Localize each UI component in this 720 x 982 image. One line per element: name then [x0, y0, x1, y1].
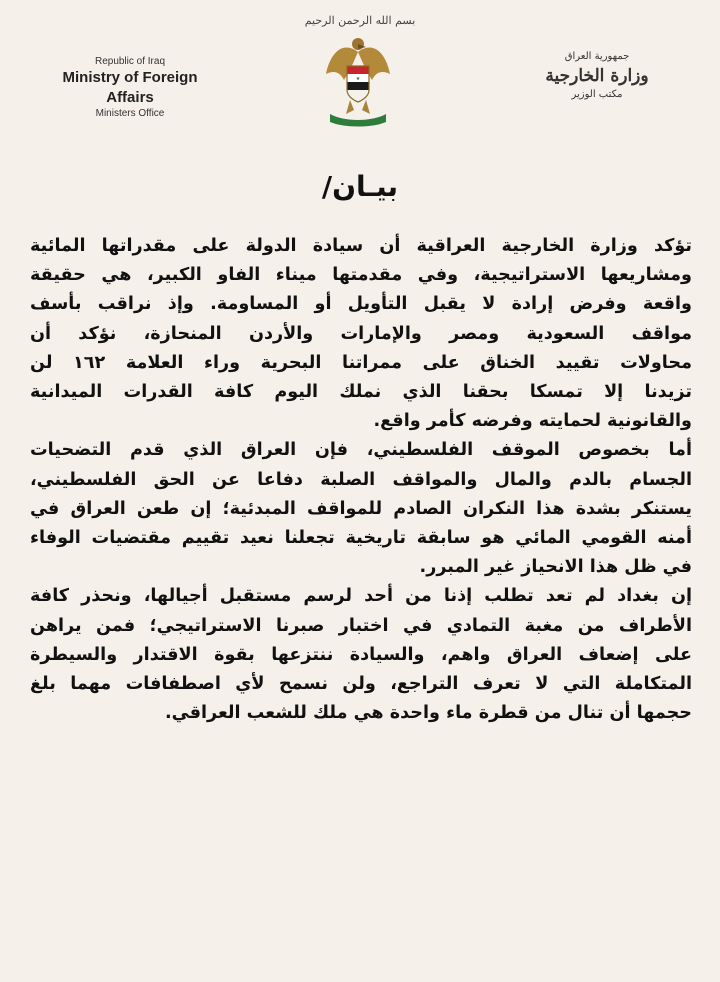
- body-line: على إضعاف العراق واهم، والسيادة ننتزعها بقوة الاقتدار والسيطرة: [30, 644, 692, 665]
- body-line: واقعة وفرض إرادة لا يقبل التأويل أو المساومة. وإذ نراقب بأسف: [30, 294, 692, 315]
- body-line: مواقف السعودية ومصر والإمارات والأردن المنحازة، نؤكد أن: [30, 323, 692, 344]
- body-line: أمنه القومي المائي هو سابقة تاريخية تجعلنا نعيد تقييم مقتضيات الوفاء: [30, 528, 692, 549]
- english-letterhead: [40, 56, 220, 120]
- arabic-letterhead: [512, 50, 682, 102]
- body-line: يستنكر بشدة هذا النكران الصادم للمواقف المبدئية؛ إن طعن العراق في: [30, 498, 692, 519]
- english-office: Ministers Office: [95, 108, 165, 119]
- arabic-country: جمهورية العراق: [564, 51, 630, 62]
- body-line: والقانونية لحمايته وفرضه كأمر واقع.: [373, 411, 692, 432]
- body-line: محاولات تقييد الخناق على ممراتنا البحرية وراء العلامة ١٦٢ لن: [30, 352, 692, 373]
- body-line: ومشاريعها الاستراتيجية، وفي مقدمتها ميناء الفاو الكبير، هي حقيقة: [30, 265, 692, 286]
- arabic-ministry: وزارة الخارجية: [545, 66, 649, 86]
- body-line: أما بخصوص الموقف الفلسطيني، فإن العراق الذي قدم التضحيات: [30, 440, 692, 461]
- english-country: Republic of Iraq: [94, 56, 166, 67]
- body-line: الأطراف من مغبة التمادي في اختبار صبرنا الاستراتيجي؛ فمن يراهن: [30, 615, 692, 636]
- body-line: حجمها أن تنال من قطرة ماء واحدة هي ملك للشعب العراقي.: [165, 703, 692, 724]
- statement-title: بيـان/: [321, 170, 399, 203]
- body-line: في ظل هذا الانحياز غير المبرر.: [419, 557, 692, 578]
- body-line: المتكاملة التي لا تعرف التراجع، ولن نسمح لأي اصطفافات مهما بلغ: [30, 674, 692, 695]
- body-line: إن بغداد لم تعد تطلب إذنا من أحد لرسم مستقبل أجيالها، ونحذر كافة: [30, 586, 692, 607]
- body-line: تؤكد وزارة الخارجية العراقية أن سيادة الدولة على مقدراتها المائية: [30, 236, 692, 256]
- basmala: بسم الله الرحمن الرحيم: [304, 14, 416, 27]
- body-line: تزيدنا إلا تمسكا بحقنا الذي نملك اليوم كافة القدرات الميدانية: [30, 382, 692, 403]
- arabic-office: مكتب الوزير: [571, 89, 623, 100]
- statement-body: [30, 232, 692, 728]
- body-line: الجسام بالدم والمال والمواقف الصلبة دفاعا عن الحق الفلسطيني،: [30, 469, 692, 490]
- english-ministry: Ministry of Foreign Affairs: [62, 69, 198, 106]
- svg-text:★: ★: [355, 76, 361, 82]
- iraq-eagle-emblem-icon: [320, 30, 396, 130]
